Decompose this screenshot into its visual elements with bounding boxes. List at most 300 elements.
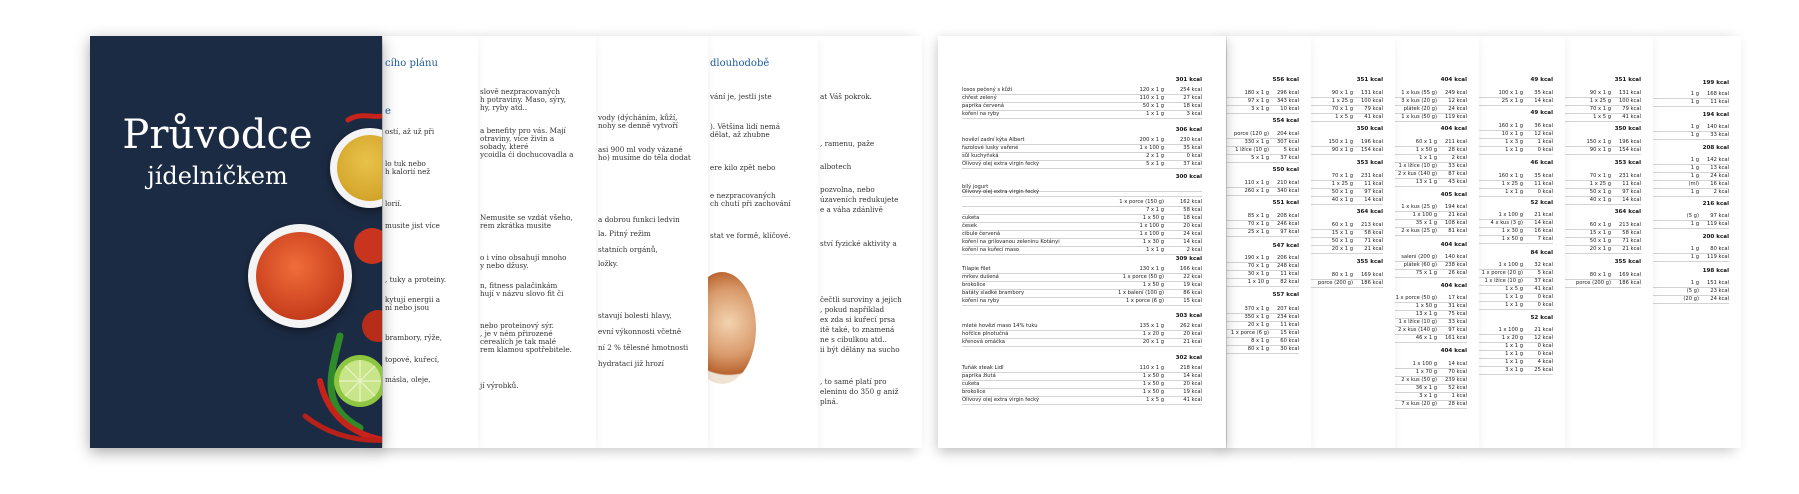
meal-item-kcal: 16 kcal bbox=[1534, 228, 1553, 234]
meal-kcal-total: 309 kcal bbox=[1175, 256, 1202, 262]
meal-item-qty: 1 x 1 g bbox=[1505, 302, 1523, 308]
meal-item-qty: 1 x porce (50 g) bbox=[1122, 274, 1164, 280]
meal-page bbox=[1653, 36, 1741, 448]
cover-subtitle: jídelníčkem bbox=[147, 162, 288, 190]
meal-item-kcal: 211 kcal bbox=[1444, 139, 1467, 145]
meal-kcal-total: 556 kcal bbox=[1272, 77, 1299, 83]
meal-item-kcal: 231 kcal bbox=[1360, 173, 1383, 179]
meal-item-kcal: 97 kcal bbox=[1622, 189, 1641, 195]
meal-item-qty: 110 x 1 g bbox=[1139, 365, 1164, 371]
meal-item-qty: 5 x 1 g bbox=[1146, 161, 1164, 167]
meal-kcal-total: 306 kcal bbox=[1175, 127, 1202, 133]
meal-item-kcal: 21 kcal bbox=[1364, 246, 1383, 252]
meal-item-kcal: 169 kcal bbox=[1360, 272, 1383, 278]
meal-item-qty: 20 x 1 g bbox=[1589, 246, 1611, 252]
meal-item-qty: 1 x kus (55 g) bbox=[1401, 90, 1437, 96]
meal-item-qty: 160 x 1 g bbox=[1498, 123, 1523, 129]
meal-item-qty: 1 x 1 g bbox=[1505, 343, 1523, 349]
meal-item-qty: (5 g) bbox=[1686, 213, 1699, 219]
meal-item-kcal: 254 kcal bbox=[1179, 87, 1202, 93]
meal-item-kcal: 41 kcal bbox=[1364, 114, 1383, 120]
meal-item-qty: 1 x 1 g bbox=[1505, 294, 1523, 300]
meal-item-name: paprika červená bbox=[962, 103, 1004, 109]
meal-item-kcal: 14 kcal bbox=[1364, 197, 1383, 203]
guide-text-line: lo tuk nebo bbox=[385, 159, 426, 168]
meal-item-kcal: 24 kcal bbox=[1710, 173, 1729, 179]
meal-item-qty: 70 x 1 g bbox=[1331, 106, 1353, 112]
meal-item-qty: 1 x 20 g bbox=[1142, 331, 1164, 337]
guide-text-line: ex zda si kuřecí prsa bbox=[820, 315, 896, 324]
meal-item-qty: 2 x kus (50 g) bbox=[1401, 377, 1437, 383]
row-divider bbox=[962, 372, 1202, 373]
meal-item-qty: 1 g bbox=[1690, 189, 1699, 195]
meal-item-kcal: 19 kcal bbox=[1183, 282, 1202, 288]
meal-item-name: cuketa bbox=[962, 215, 980, 221]
meal-item-qty: 200 x 1 g bbox=[1139, 137, 1164, 143]
meal-item-qty: 1 x 50 g bbox=[1415, 303, 1437, 309]
meal-item-qty: 20 x 1 g bbox=[1247, 322, 1269, 328]
meal-item-qty: 10 x 1 g bbox=[1501, 131, 1523, 137]
meal-item-qty: 1 x 100 g bbox=[1498, 327, 1523, 333]
meal-kcal-total: 355 kcal bbox=[1356, 259, 1383, 265]
meal-item-qty: 1 x porce (6 g) bbox=[1230, 330, 1269, 336]
meal-item-qty: plátek (20 g) bbox=[1403, 106, 1437, 112]
meal-item-qty: 3 x 1 g bbox=[1251, 106, 1269, 112]
guide-page-subheading: e bbox=[385, 106, 391, 117]
guide-text-line: ycoidla ći dochucovadla a bbox=[480, 150, 574, 159]
meal-kcal-total: 364 kcal bbox=[1356, 209, 1383, 215]
meal-item-qty: 1 x 50 g bbox=[1142, 215, 1164, 221]
meal-item-kcal: 20 kcal bbox=[1183, 223, 1202, 229]
meal-item-qty: 8 x 1 g bbox=[1251, 338, 1269, 344]
meal-item-qty: 13 x 1 g bbox=[1415, 179, 1437, 185]
guide-text-line: ere kilo zpět nebo bbox=[710, 163, 776, 172]
meal-item-qty: 1 x 25 g bbox=[1331, 181, 1353, 187]
meal-item-kcal: 81 kcal bbox=[1448, 228, 1467, 234]
meal-item-kcal: 161 kcal bbox=[1444, 335, 1467, 341]
meal-item-kcal: 168 kcal bbox=[1706, 91, 1729, 97]
meal-item-qty: 90 x 1 g bbox=[1331, 90, 1353, 96]
meal-item-kcal: 11 kcal bbox=[1364, 181, 1383, 187]
meal-item-kcal: 97 kcal bbox=[1710, 213, 1729, 219]
meal-item-qty: 60 x 1 g bbox=[1331, 222, 1353, 228]
meal-item-qty: 160 x 1 g bbox=[1498, 173, 1523, 179]
meal-item-kcal: 296 kcal bbox=[1276, 90, 1299, 96]
meal-item-name: koření na ryby bbox=[962, 298, 1000, 304]
guide-page-heading: dlouhodobě bbox=[710, 58, 770, 69]
meal-item-kcal: 248 kcal bbox=[1276, 263, 1299, 269]
meal-item-qty: 50 x 1 g bbox=[1589, 189, 1611, 195]
meal-item-qty: 50 x 1 g bbox=[1142, 103, 1164, 109]
meal-item-kcal: 5 kcal bbox=[1283, 147, 1299, 153]
meal-kcal-total: 551 kcal bbox=[1272, 200, 1299, 206]
guide-text-line: sobady, které bbox=[480, 142, 529, 151]
meal-item-qty: 60 x 1 g bbox=[1589, 222, 1611, 228]
meal-item-kcal: 0 kcal bbox=[1537, 343, 1553, 349]
meal-item-kcal: 218 kcal bbox=[1179, 365, 1202, 371]
row-divider bbox=[1653, 228, 1729, 229]
meal-item-kcal: 30 kcal bbox=[1280, 346, 1299, 352]
meal-item-name: Tuňák steak Lidl bbox=[962, 365, 1004, 371]
meal-kcal-total: 350 kcal bbox=[1614, 126, 1641, 132]
meal-item-qty: 70 x 1 g bbox=[1589, 106, 1611, 112]
meal-item-kcal: 52 kcal bbox=[1448, 385, 1467, 391]
meal-item-kcal: 246 kcal bbox=[1276, 221, 1299, 227]
meal-item-qty: 100 x 1 g bbox=[1498, 90, 1523, 96]
meal-item-kcal: 5 kcal bbox=[1537, 270, 1553, 276]
meal-item-kcal: 43 kcal bbox=[1448, 179, 1467, 185]
meal-item-kcal: 2 kcal bbox=[1186, 247, 1202, 253]
row-divider bbox=[1227, 286, 1299, 287]
meal-item-qty: 130 x 1 g bbox=[1139, 266, 1164, 272]
meal-item-kcal: 17 kcal bbox=[1448, 295, 1467, 301]
guide-text-line: otraviny, více živin a bbox=[480, 134, 555, 143]
guide-text-line: plná. bbox=[820, 397, 839, 406]
meal-item-qty: 370 x 1 g bbox=[1244, 306, 1269, 312]
meal-item-kcal: 15 kcal bbox=[1280, 330, 1299, 336]
meal-item-qty: 350 x 1 g bbox=[1244, 314, 1269, 320]
row-divider bbox=[1395, 235, 1467, 236]
meal-item-qty: 1 x 25 g bbox=[1331, 98, 1353, 104]
meal-item-qty: 1 x 100 g bbox=[1412, 212, 1437, 218]
meal-item-qty: 1 lžíce (10 g) bbox=[1235, 147, 1269, 153]
row-divider bbox=[1395, 277, 1467, 278]
meal-kcal-total: 554 kcal bbox=[1272, 118, 1299, 124]
row-divider bbox=[962, 380, 1202, 381]
meal-kcal-total: 404 kcal bbox=[1440, 77, 1467, 83]
meal-item-kcal: 31 kcal bbox=[1448, 303, 1467, 309]
meal-kcal-total: 301 kcal bbox=[1175, 77, 1202, 83]
meal-kcal-total: 208 kcal bbox=[1702, 145, 1729, 151]
meal-item-qty: 25 x 1 g bbox=[1247, 229, 1269, 235]
meal-item-kcal: 100 kcal bbox=[1618, 98, 1641, 104]
meal-kcal-total: 216 kcal bbox=[1702, 201, 1729, 207]
row-divider bbox=[1395, 186, 1467, 187]
meal-item-name: mleté hovězí maso 14% tuku bbox=[962, 323, 1038, 329]
meal-item-name: bílý jogurt bbox=[962, 184, 989, 190]
guide-text-line: asi 900 ml vody vázané bbox=[598, 145, 683, 154]
meal-item-qty: 1 x 1 g bbox=[1505, 351, 1523, 357]
guide-text-line: brambory, rýže, bbox=[385, 333, 442, 342]
guide-text-line: úzaveních redukujete bbox=[820, 195, 899, 204]
meal-item-qty: 1 x 1 g bbox=[1146, 111, 1164, 117]
meal-item-kcal: 21 kcal bbox=[1448, 212, 1467, 218]
meal-item-qty: 1 x kus (25 g) bbox=[1401, 204, 1437, 210]
meal-item-kcal: 206 kcal bbox=[1276, 255, 1299, 261]
meal-item-qty: 3 x kus (20 g) bbox=[1401, 98, 1437, 104]
guide-text-line: kytují energii a bbox=[385, 295, 441, 304]
guide-page bbox=[596, 36, 708, 448]
row-divider bbox=[1479, 243, 1553, 244]
meal-item-qty: 1 x 5 g bbox=[1505, 286, 1523, 292]
meal-item-kcal: 196 kcal bbox=[1618, 139, 1641, 145]
meal-item-qty: 1 x 1 g bbox=[1419, 155, 1437, 161]
row-divider bbox=[962, 388, 1202, 389]
meal-kcal-total: 550 kcal bbox=[1272, 167, 1299, 173]
meal-kcal-total: 351 kcal bbox=[1356, 77, 1383, 83]
row-divider bbox=[1565, 204, 1641, 205]
meal-kcal-total: 52 kcal bbox=[1530, 315, 1553, 321]
guide-text-line: , je v ném přirozené bbox=[480, 329, 553, 338]
meal-item-kcal: 11 kcal bbox=[1534, 181, 1553, 187]
meal-item-kcal: 25 kcal bbox=[1534, 367, 1553, 373]
meal-item-kcal: 28 kcal bbox=[1448, 401, 1467, 407]
row-divider bbox=[962, 254, 1202, 255]
meal-item-kcal: 204 kcal bbox=[1276, 131, 1299, 137]
guide-text-line: ní 2 % tělesné hmotnosti bbox=[598, 343, 689, 352]
meal-item-kcal: 119 kcal bbox=[1444, 114, 1467, 120]
meal-item-qty: 1 x 70 g bbox=[1415, 369, 1437, 375]
meal-item-qty: 150 x 1 g bbox=[1586, 139, 1611, 145]
meal-item-kcal: 26 kcal bbox=[1448, 270, 1467, 276]
meal-item-qty: plátek (60 g) bbox=[1403, 262, 1437, 268]
meal-item-qty: 1 g bbox=[1690, 132, 1699, 138]
meal-item-qty: 70 x 1 g bbox=[1247, 221, 1269, 227]
meal-kcal-total: 404 kcal bbox=[1440, 242, 1467, 248]
meal-item-qty: 25 x 1 g bbox=[1501, 98, 1523, 104]
meal-item-qty: 3 x 1 g bbox=[1505, 367, 1523, 373]
row-divider bbox=[1653, 196, 1729, 197]
meal-item-qty: 5 x 1 g bbox=[1251, 155, 1269, 161]
guide-text-line: stat ve formě, klíčové. bbox=[710, 231, 791, 240]
meal-item-kcal: 97 kcal bbox=[1448, 327, 1467, 333]
meal-item-qty: 85 x 1 g bbox=[1247, 213, 1269, 219]
meal-item-qty: 90 x 1 g bbox=[1331, 147, 1353, 153]
meal-item-name: mrkev dušená bbox=[962, 274, 999, 280]
meal-item-kcal: 0 kcal bbox=[1537, 351, 1553, 357]
row-divider bbox=[1227, 353, 1299, 354]
guide-text-line: ch chutí při zachování bbox=[710, 199, 791, 208]
meal-item-kcal: 12 kcal bbox=[1448, 98, 1467, 104]
meal-item-kcal: 343 kcal bbox=[1276, 98, 1299, 104]
meal-item-kcal: 87 kcal bbox=[1448, 171, 1467, 177]
guide-text-line: nebo proteinový sýr. bbox=[480, 321, 554, 330]
guide-text-line: h kalorií než bbox=[385, 167, 431, 176]
guide-text-line: itě také, to znamená bbox=[820, 325, 895, 334]
meal-item-qty: 190 x 1 g bbox=[1244, 255, 1269, 261]
meal-item-qty: 13 x 1 g bbox=[1415, 311, 1437, 317]
meal-item-kcal: 18 kcal bbox=[1183, 103, 1202, 109]
meal-item-qty: 1 x 100 g bbox=[1498, 262, 1523, 268]
guide-text-line: vody (dýcháním, kůží, bbox=[598, 113, 678, 122]
row-divider bbox=[1227, 236, 1299, 237]
meal-item-kcal: 307 kcal bbox=[1276, 139, 1299, 145]
meal-item-qty: 97 x 1 g bbox=[1247, 98, 1269, 104]
meal-kcal-total: 199 kcal bbox=[1702, 80, 1729, 86]
meal-item-kcal: 27 kcal bbox=[1183, 95, 1202, 101]
guide-text-line: ostí, až už při bbox=[385, 127, 435, 136]
row-divider bbox=[1311, 121, 1383, 122]
meal-item-qty: 35 x 1 g bbox=[1415, 220, 1437, 226]
meal-item-kcal: 58 kcal bbox=[1364, 230, 1383, 236]
meal-item-kcal: 0 kcal bbox=[1537, 294, 1553, 300]
meal-item-kcal: 12 kcal bbox=[1534, 131, 1553, 137]
meal-item-qty: 1 x 100 g bbox=[1139, 223, 1164, 229]
meal-item-qty: 110 x 1 g bbox=[1139, 95, 1164, 101]
guide-text-line: jí výrobků. bbox=[480, 381, 519, 390]
meal-item-kcal: 82 kcal bbox=[1280, 279, 1299, 285]
meal-item-qty: 50 x 1 g bbox=[1331, 189, 1353, 195]
meal-kcal-total: 351 kcal bbox=[1614, 77, 1641, 83]
meal-item-qty: porce (120 g) bbox=[1233, 131, 1269, 137]
meal-item-kcal: 37 kcal bbox=[1534, 278, 1553, 284]
meal-item-kcal: 194 kcal bbox=[1444, 204, 1467, 210]
meal-item-qty: 4 x kus (3 g) bbox=[1490, 220, 1523, 226]
meal-item-qty: 1 x porce (6 g) bbox=[1125, 298, 1164, 304]
guide-text-line: ). Většina lidí nemá bbox=[710, 122, 780, 131]
row-divider bbox=[1227, 113, 1299, 114]
meal-item-kcal: 14 kcal bbox=[1534, 220, 1553, 226]
meal-item-name: křenová omáčka bbox=[962, 339, 1005, 345]
meal-item-qty: salení (200 g) bbox=[1401, 254, 1437, 260]
meal-item-kcal: 97 kcal bbox=[1280, 229, 1299, 235]
meal-item-name: brokolice bbox=[962, 389, 986, 395]
row-divider bbox=[1653, 106, 1729, 107]
meal-item-kcal: 0 kcal bbox=[1537, 189, 1553, 195]
meal-item-name: česek bbox=[962, 223, 977, 229]
guide-text-line: , ramenu, paže bbox=[820, 139, 875, 148]
meal-item-qty: 1 g bbox=[1690, 173, 1699, 179]
meal-item-qty: 1 x 25 g bbox=[1589, 98, 1611, 104]
meal-item-name: koření na kuřecí maso bbox=[962, 247, 1020, 253]
row-divider bbox=[1565, 287, 1641, 288]
guide-text-line: čečtli suroviny a jejich bbox=[820, 295, 902, 304]
meal-kcal-total: 194 kcal bbox=[1702, 112, 1729, 118]
meal-item-qty: 1 x 10 g bbox=[1247, 279, 1269, 285]
guide-text-line: slově nezpracovaných bbox=[480, 87, 560, 96]
meal-item-qty: 70 x 1 g bbox=[1247, 263, 1269, 269]
meal-item-qty: 1 g bbox=[1690, 254, 1699, 260]
meal-item-qty: 330 x 1 g bbox=[1244, 139, 1269, 145]
meal-item-kcal: 70 kcal bbox=[1448, 369, 1467, 375]
meal-item-kcal: 108 kcal bbox=[1444, 220, 1467, 226]
meal-item-qty: 7 x 1 g bbox=[1146, 207, 1164, 213]
meal-kcal-total: 46 kcal bbox=[1530, 160, 1553, 166]
meal-item-qty: 15 x 1 g bbox=[1589, 230, 1611, 236]
meal-item-name: hovězí zadní kýta Albert bbox=[962, 137, 1025, 143]
meal-item-qty: 1 x 25 g bbox=[1589, 181, 1611, 187]
meal-item-kcal: 60 kcal bbox=[1280, 338, 1299, 344]
meal-item-name: koření na ryby bbox=[962, 111, 1000, 117]
guide-text-line: hy, ryby atd.. bbox=[480, 103, 528, 112]
meal-item-qty: 70 x 1 g bbox=[1331, 173, 1353, 179]
row-divider bbox=[1479, 196, 1553, 197]
meal-item-qty: 1 g bbox=[1690, 280, 1699, 286]
meal-item-qty: 1 x porce (150 g) bbox=[1119, 199, 1164, 205]
meal-item-name: sůl kuchyňská bbox=[962, 153, 999, 159]
meal-item-kcal: 16 kcal bbox=[1710, 181, 1729, 187]
guide-page-heading: cího plánu bbox=[385, 58, 438, 69]
meal-item-kcal: 75 kcal bbox=[1448, 311, 1467, 317]
meal-page bbox=[1395, 36, 1479, 448]
meal-item-qty: 1 x 20 g bbox=[1501, 335, 1523, 341]
meal-item-kcal: 33 kcal bbox=[1448, 163, 1467, 169]
meal-item-kcal: 131 kcal bbox=[1618, 90, 1641, 96]
meal-kcal-total: 547 kcal bbox=[1272, 243, 1299, 249]
meal-item-name: fazolové lusky vařené bbox=[962, 145, 1019, 151]
guide-cover bbox=[90, 36, 382, 448]
row-divider bbox=[962, 281, 1202, 282]
meal-item-kcal: 19 kcal bbox=[1183, 389, 1202, 395]
meal-item-kcal: 58 kcal bbox=[1622, 230, 1641, 236]
meal-kcal-total: 404 kcal bbox=[1440, 283, 1467, 289]
meal-item-kcal: 11 kcal bbox=[1280, 271, 1299, 277]
meal-item-kcal: 15 kcal bbox=[1183, 298, 1202, 304]
row-divider bbox=[1653, 139, 1729, 140]
meal-item-name: koření na grilovanou zeleninu Kotányi bbox=[962, 239, 1060, 245]
meal-item-kcal: 41 kcal bbox=[1622, 114, 1641, 120]
guide-text-line: a dobrou funkci ledvin bbox=[598, 215, 680, 224]
meal-item-qty: 1 g bbox=[1690, 165, 1699, 171]
guide-text-line: vání je, jestli jste bbox=[710, 92, 772, 101]
meal-item-qty: 15 x 1 g bbox=[1331, 230, 1353, 236]
meal-item-kcal: 80 kcal bbox=[1710, 246, 1729, 252]
row-divider bbox=[1395, 121, 1467, 122]
meal-item-kcal: 21 kcal bbox=[1622, 246, 1641, 252]
meal-item-qty: 7 x kus (20 g) bbox=[1401, 401, 1437, 407]
row-divider bbox=[1565, 121, 1641, 122]
meal-kcal-total: 84 kcal bbox=[1530, 250, 1553, 256]
meal-item-kcal: 100 kcal bbox=[1360, 98, 1383, 104]
meal-item-name: Olivový olej extra virgin fecký bbox=[962, 189, 1040, 195]
guide-text-line: Nemusite se vzdát všeho, bbox=[480, 213, 573, 222]
meal-item-qty: 1 x 100 g bbox=[1139, 145, 1164, 151]
guide-text-line: y nebo džusy. bbox=[480, 261, 529, 270]
meal-kcal-total: 405 kcal bbox=[1440, 192, 1467, 198]
meal-item-kcal: 12 kcal bbox=[1534, 335, 1553, 341]
row-divider bbox=[1653, 261, 1729, 262]
meal-item-qty: 50 x 1 g bbox=[1589, 238, 1611, 244]
meal-item-kcal: 249 kcal bbox=[1444, 90, 1467, 96]
guide-text-line: , pokud například bbox=[820, 305, 885, 314]
meal-item-qty: 150 x 1 g bbox=[1328, 139, 1353, 145]
guide-text-line: h potraviny. Maso, sýry, bbox=[480, 95, 566, 104]
row-divider bbox=[962, 214, 1202, 215]
meal-item-qty: 1 x 50 g bbox=[1142, 282, 1164, 288]
meal-item-qty: 1 x lžíce (10 g) bbox=[1484, 278, 1523, 284]
meal-item-kcal: 18 kcal bbox=[1183, 215, 1202, 221]
row-divider bbox=[1227, 195, 1299, 196]
guide-text-line: ho) musíme do těla dodat bbox=[598, 153, 691, 162]
meal-item-qty: (5 g) bbox=[1686, 288, 1699, 294]
meal-item-kcal: 340 kcal bbox=[1276, 188, 1299, 194]
meal-item-qty: 90 x 1 g bbox=[1589, 147, 1611, 153]
meal-item-kcal: 14 kcal bbox=[1622, 197, 1641, 203]
meal-item-name: batáty sladké brambory bbox=[962, 290, 1025, 296]
meal-item-qty: 1 x lžíce (10 g) bbox=[1398, 319, 1437, 325]
meal-page bbox=[1227, 36, 1311, 448]
meal-item-kcal: 213 kcal bbox=[1360, 222, 1383, 228]
meal-item-kcal: 35 kcal bbox=[1534, 173, 1553, 179]
meal-item-qty: 1 x 5 g bbox=[1593, 114, 1611, 120]
meal-item-kcal: 186 kcal bbox=[1360, 280, 1383, 286]
guide-text-line: a benefity pro vás. Mají bbox=[480, 126, 566, 135]
row-divider bbox=[1311, 253, 1383, 254]
row-divider bbox=[962, 94, 1202, 95]
meal-kcal-total: 353 kcal bbox=[1356, 160, 1383, 166]
row-divider bbox=[1565, 154, 1641, 155]
meal-kcal-total: 404 kcal bbox=[1440, 348, 1467, 354]
meal-item-kcal: 230 kcal bbox=[1179, 137, 1202, 143]
guide-text-line: e nezpracovaných bbox=[710, 191, 776, 200]
guide-text-line: rem klamou spotřebitele. bbox=[480, 345, 572, 354]
meal-item-qty: 1 g bbox=[1690, 91, 1699, 97]
meal-item-kcal: 208 kcal bbox=[1276, 213, 1299, 219]
meal-item-qty: 1 g bbox=[1690, 124, 1699, 130]
meal-item-kcal: 35 kcal bbox=[1183, 145, 1202, 151]
meal-item-qty: 1 x 25 g bbox=[1501, 181, 1523, 187]
row-divider bbox=[1311, 287, 1383, 288]
